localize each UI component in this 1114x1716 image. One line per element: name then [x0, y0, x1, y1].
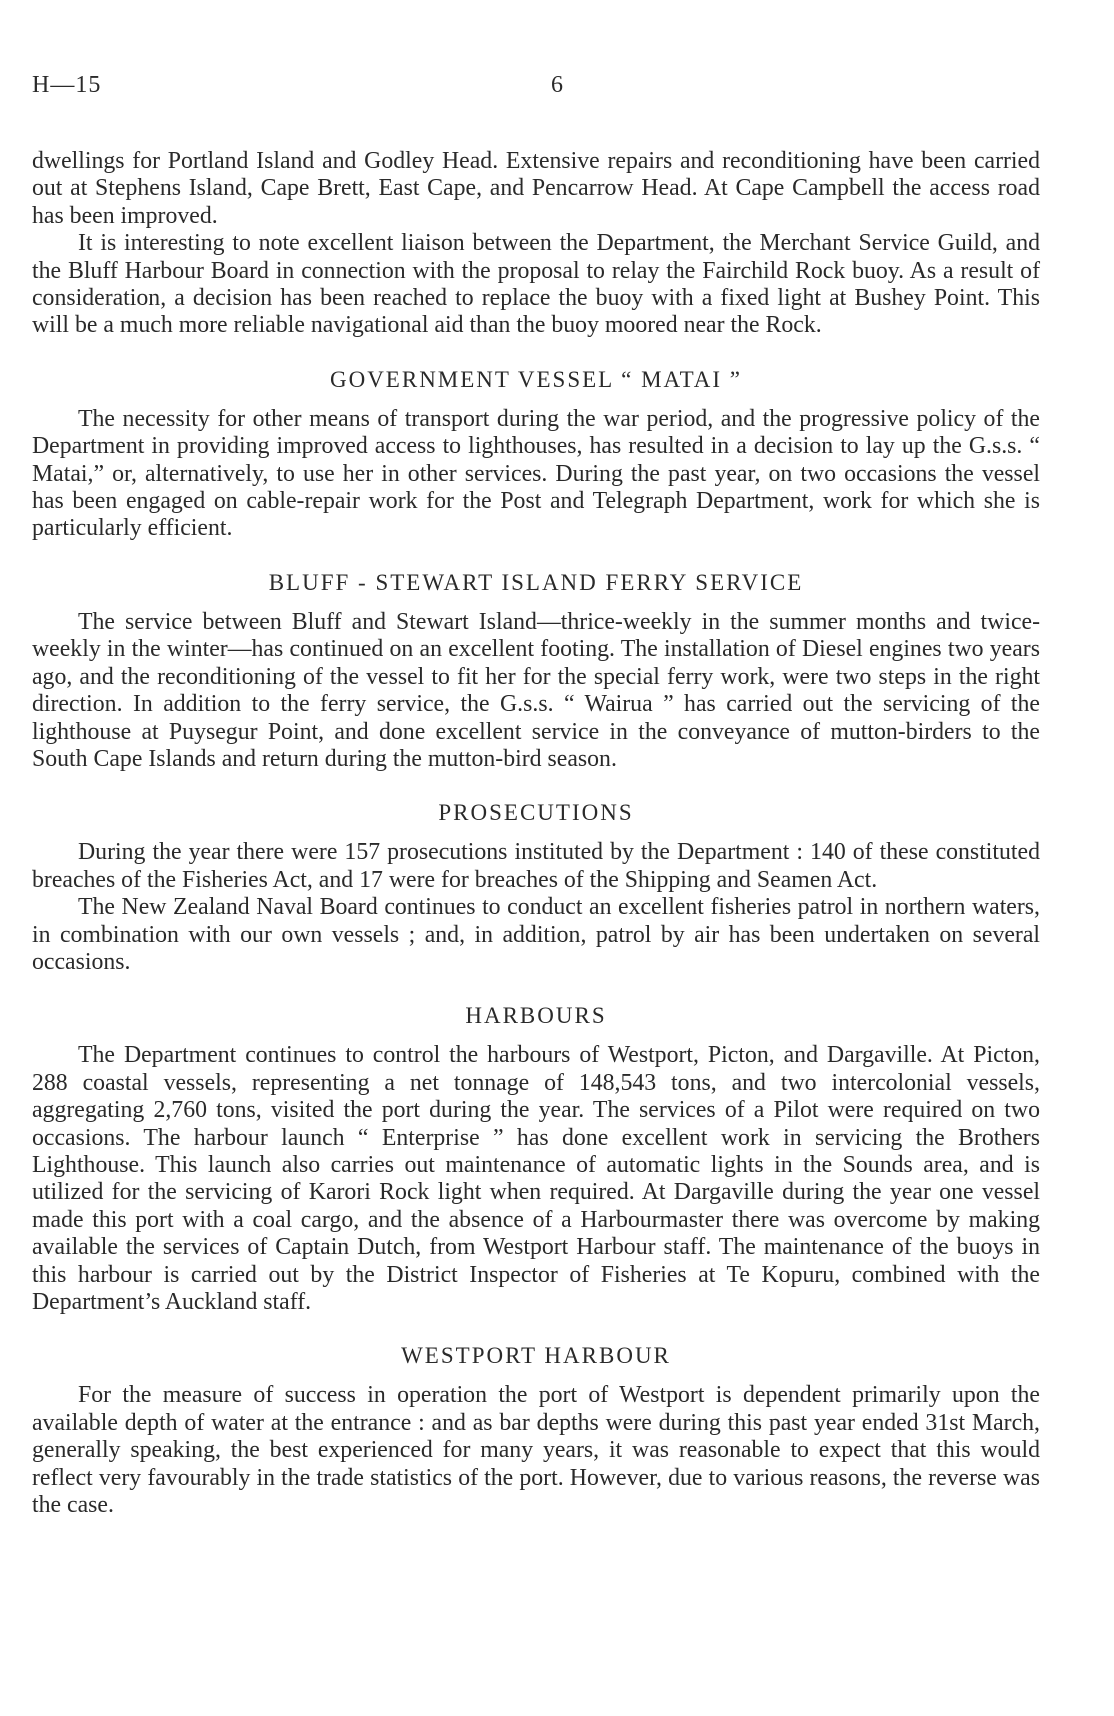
- paragraph: The necessity for other means of transport during the war period, and the progressive policy of the Department in providing improved access to lighthouses, has resulted in a decision to lay up the G.s.s. “ Matai,” or, alternatively, to use her in other services. During the past year, on two occasions the vessel has been engaged on cable-repair work for the Post and Telegraph Department, work for which she is particularly efficient.: [32, 405, 1040, 542]
- paragraph: The service between Bluff and Stewart Island—thrice-weekly in the summer months and twice-weekly in the winter—has continued on an excellent footing. The installation of Diesel engines two years ago, and the reconditioning of the vessel to fit her for the special ferry work, were two steps in the right direction. In addition to the ferry service, the G.s.s. “ Wairua ” has carried out the servicing of the lighthouse at Puysegur Point, and done excellent service in the conveyance of mutton-birders to the South Cape Islands and return during the mutton-bird season.: [32, 608, 1040, 772]
- section-prosecutions: [32, 799, 1040, 976]
- section-heading: WESTPORT HARBOUR: [401, 1343, 671, 1369]
- section-heading: BLUFF - STEWART ISLAND FERRY SERVICE: [268, 569, 804, 595]
- section-bluff-stewart-island-ferry: [32, 569, 1040, 773]
- paragraph: dwellings for Portland Island and Godley Head. Extensive repairs and reconditioning have been carried out at Stephens Island, Cape Brett, East Cape, and Pencarrow Head. At Cape Campbell the access road has been improved.: [32, 148, 1040, 229]
- paragraph: The New Zealand Naval Board continues to conduct an excellent fisheries patrol in northern waters, in combination with our own vessels ; and, in addition, patrol by air has been undertaken on several occasions.: [32, 894, 1040, 975]
- section-heading: GOVERNMENT VESSEL “ MATAI ”: [329, 366, 743, 392]
- section-harbours: [32, 1002, 1040, 1316]
- paragraph: It is interesting to note excellent liaison between the Department, the Merchant Service Guild, and the Bluff Harbour Board in connection with the proposal to relay the Fairchild Rock buoy. As a result of consideration, a decision has been reached to replace the buoy with a fixed light at Bushey Point. This will be a much more reliable navigational aid than the buoy moored near the Rock.: [32, 230, 1040, 339]
- page-number: 6: [551, 72, 563, 98]
- document-reference: H—15: [32, 72, 102, 98]
- paragraph: For the measure of success in operation the port of Westport is dependent primarily upon the available depth of water at the entrance : and as bar depths were during this past year ended 31st March, generally speaking, the best experienced for many years, it was reasonable to expect that this would reflect very favourably in the trade statistics of the port. However, due to various reasons, the reverse was the case.: [32, 1382, 1040, 1519]
- section-intro: [32, 148, 1040, 340]
- section-heading: HARBOURS: [465, 1003, 607, 1029]
- paragraph: During the year there were 157 prosecutions instituted by the Department : 140 of these constituted breaches of the Fisheries Act, and 17 were for breaches of the Shipping and Seamen Act.: [32, 839, 1040, 893]
- document-body: [32, 148, 1040, 1519]
- paragraph: The Department continues to control the harbours of Westport, Picton, and Dargaville. At Picton, 288 coastal vessels, representing a net tonnage of 148,543 tons, and two intercolonial vessels, aggregating 2,760 tons, visited the port during the year. The services of a Pilot were required on two occasions. The harbour launch “ Enterprise ” has done excellent work in servicing the Brothers Lighthouse. This launch also carries out maintenance of automatic lights in the Sounds area, and is utilized for the servicing of Karori Rock light when required. At Dargaville during the year one vessel made this port with a coal cargo, and the absence of a Harbourmaster there was overcome by making available the services of Captain Dutch, from Westport Harbour staff. The maintenance of the buoys in this harbour is carried out by the District Inspector of Fisheries at Te Kopuru, combined with the Department’s Auckland staff.: [32, 1042, 1040, 1315]
- section-westport-harbour: [32, 1342, 1040, 1519]
- section-heading: PROSECUTIONS: [438, 800, 634, 826]
- section-government-vessel-matai: [32, 366, 1040, 543]
